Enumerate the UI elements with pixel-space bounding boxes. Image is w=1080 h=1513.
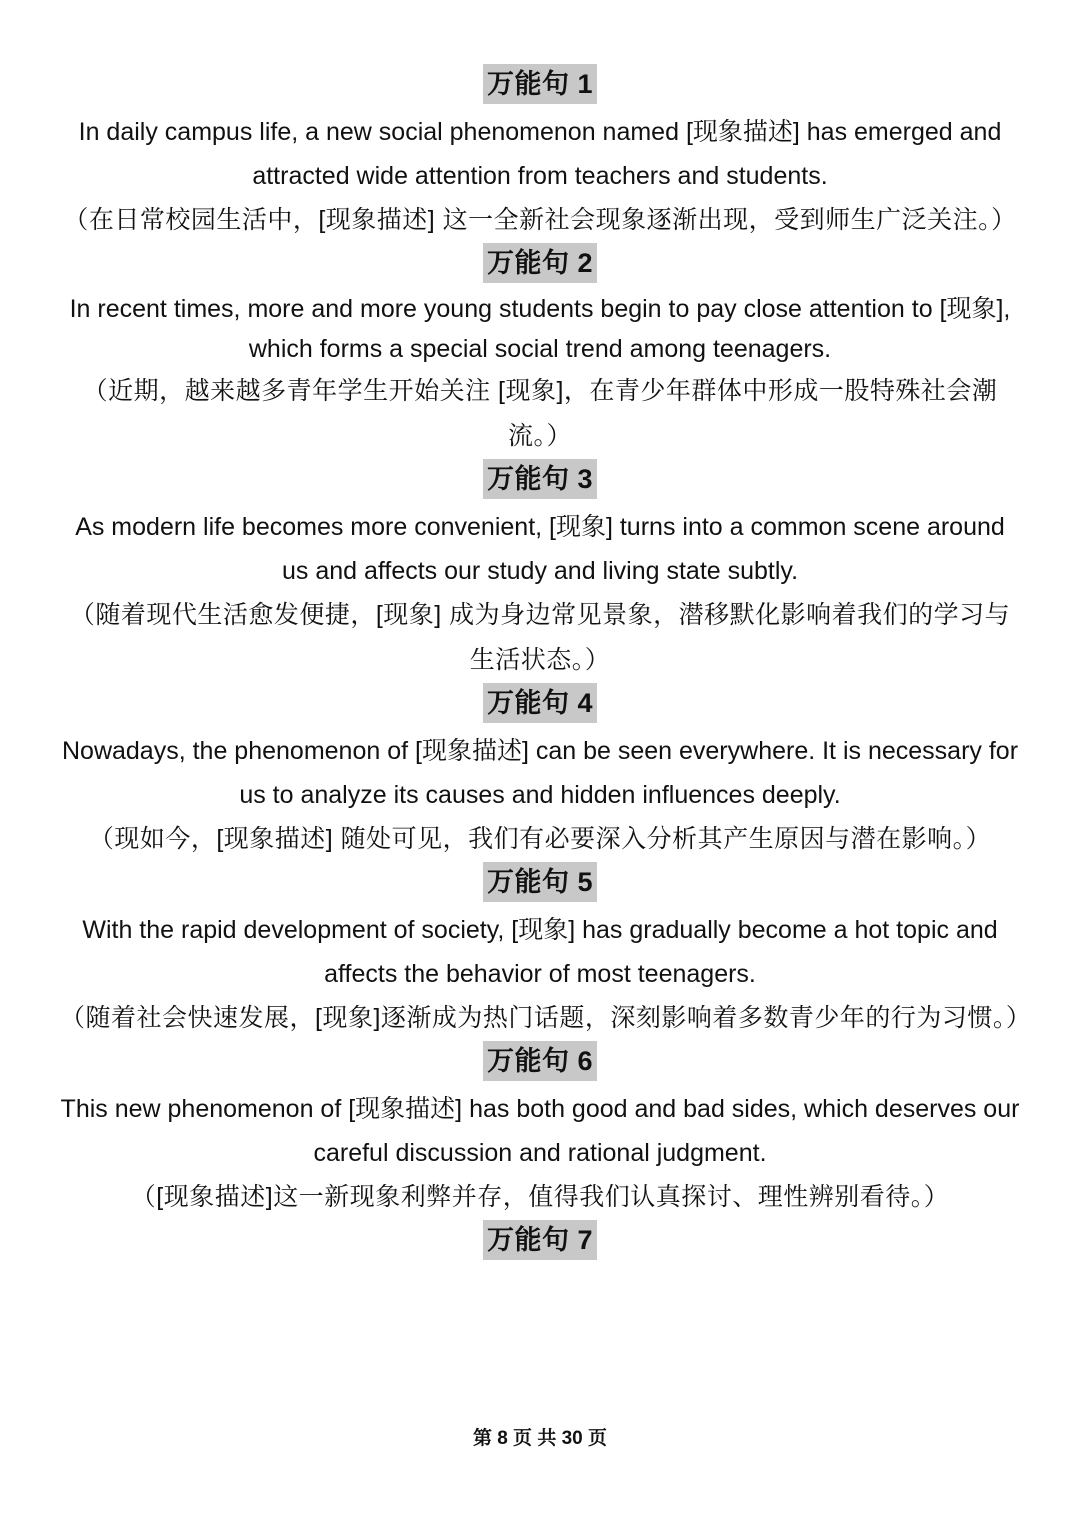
sentence-block-4 xyxy=(60,683,1020,862)
sentence-heading: 万能句 7 xyxy=(483,1220,597,1260)
chinese-translation: （随着现代生活愈发便捷，[现象] 成为身边常见景象，潜移默化影响着我们的学习与生活状态。） xyxy=(69,601,1011,674)
sentence-heading: 万能句 5 xyxy=(483,862,597,902)
sentence-block-5 xyxy=(60,862,1032,1041)
english-sentence: In daily campus life, a new social phenomenon named [现象描述] has emerged and attracted wide attention from teachers and students. xyxy=(78,118,1002,190)
page-number-footer: 第 8 页 共 30 页 xyxy=(472,1428,608,1449)
chinese-translation: （[现象描述]这一新现象利弊并存，值得我们认真探讨、理性辨别看待。） xyxy=(130,1183,950,1211)
english-sentence: With the rapid development of society, [现象] has gradually become a hot topic and affects the behavior of most teenagers. xyxy=(82,916,998,988)
english-sentence: In recent times, more and more young students begin to pay close attention to [现象], which forms a special social trend among teenagers. xyxy=(69,295,1011,363)
sentence-block-6 xyxy=(60,1041,1020,1220)
english-sentence: This new phenomenon of [现象描述] has both good and bad sides, which deserves our careful discussion and rational judgment. xyxy=(60,1095,1020,1167)
sentence-block-2 xyxy=(60,243,1020,459)
chinese-translation: （随着社会快速发展，[现象]逐渐成为热门话题，深刻影响着多数青少年的行为习惯。） xyxy=(60,1004,1032,1032)
sentence-block-7 xyxy=(60,1220,1020,1262)
chinese-translation: （现如今，[现象描述] 随处可见，我们有必要深入分析其产生原因与潜在影响。） xyxy=(88,825,992,853)
sentence-heading: 万能句 4 xyxy=(483,683,597,723)
chinese-translation: （近期，越来越多青年学生开始关注 [现象]，在青少年群体中形成一股特殊社会潮流。） xyxy=(82,377,998,450)
sentence-heading: 万能句 3 xyxy=(483,459,597,499)
chinese-translation: （在日常校园生活中，[现象描述] 这一全新社会现象逐渐出现，受到师生广泛关注。） xyxy=(63,206,1017,234)
english-sentence: As modern life becomes more convenient, [现象] turns into a common scene around us and affects our study and living state subtly. xyxy=(75,513,1005,585)
sentence-block-3 xyxy=(60,459,1020,683)
sentence-heading: 万能句 1 xyxy=(483,64,597,104)
sentence-block-1 xyxy=(60,64,1020,243)
page-content xyxy=(60,64,1032,1266)
sentence-heading: 万能句 6 xyxy=(483,1041,597,1081)
sentence-heading: 万能句 2 xyxy=(483,243,597,283)
english-sentence: Nowadays, the phenomenon of [现象描述] can be seen everywhere. It is necessary for us to analyze its causes and hidden influences deeply. xyxy=(61,737,1019,809)
